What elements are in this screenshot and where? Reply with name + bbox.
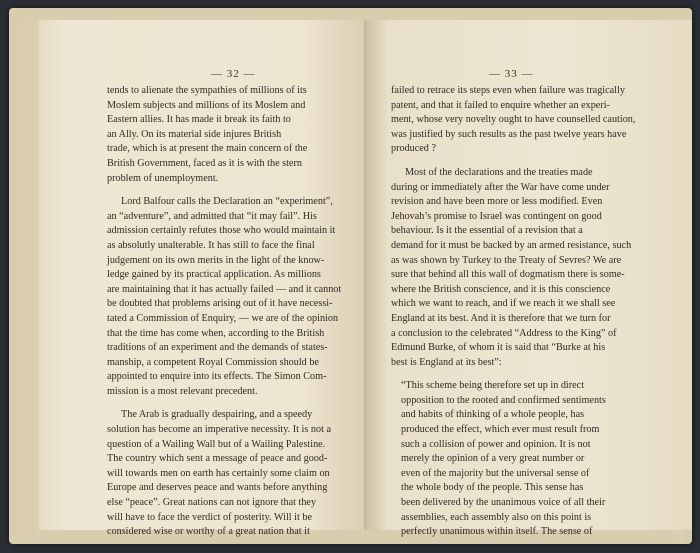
text-line: even of the majority but the universal sense of: [401, 467, 590, 479]
text-line: a conclusion to the celebrated “Address to the King” of: [391, 327, 617, 339]
text-line: that the time has come when, according to the British: [107, 327, 325, 339]
paragraph: [107, 408, 369, 539]
text-line: The country which sent a message of peace and good-: [107, 453, 328, 465]
text-line: which we want to reach, and if we reach it we shall see: [391, 298, 616, 310]
right-page: [369, 20, 692, 538]
text-line: question of a Wailing Wall but of a Wailing Palestine.: [107, 438, 326, 450]
text-line: traditions of an experiment and the demands of states-: [107, 342, 328, 354]
page-edges-left: [18, 22, 40, 544]
text-line: produced ?: [391, 143, 436, 155]
text-line: produced the effect, which ever must result from: [401, 424, 600, 436]
text-line: England at its best. And it is therefore that we turn for: [391, 312, 611, 324]
text-line: an Ally. On its material side injures British: [107, 128, 282, 140]
text-line: assemblies, each assembly also on this point is: [401, 511, 592, 523]
text-line: and habits of thinking of a whole people, has: [401, 409, 585, 421]
text-line: ment, whose very novelty ought to have counselled caution,: [391, 114, 636, 126]
text-line: tated a Commission of Enquiry, — we are of the opinion: [107, 312, 339, 324]
text-line: Edmund Burke, of whom it is said that “Burke at his: [391, 342, 606, 354]
paragraph: [107, 84, 369, 186]
text-line: been delivered by the unanimous voice of all their: [401, 497, 606, 509]
text-line: Jehovah’s promise to Israel was contingent on good: [391, 210, 602, 222]
paragraph: [391, 166, 651, 370]
text-line: tends to alienate the sympathies of millions of its: [107, 85, 307, 96]
text-line: “This scheme being therefore set up in direct: [401, 380, 585, 392]
text-line: such a collision of power and opinion. It is not: [401, 438, 591, 450]
text-line: be doubted that problems arising out of it have necessi-: [107, 298, 333, 310]
text-line: revision and have been more or less modified. Even: [391, 196, 603, 208]
page-number-33: — 33 —: [489, 68, 534, 80]
paragraph: [107, 195, 369, 399]
text-line: ledge gained by its practical application. As millions: [107, 269, 321, 281]
text-line: mission is a most relevant precedent.: [107, 385, 258, 397]
text-line: are maintaining that it has actually failed — and it cannot: [107, 283, 342, 295]
text-line: failed to retrace its steps even when failure was tragically: [391, 85, 625, 96]
text-line: Lord Balfour calls the Declaration an “experiment”,: [121, 196, 333, 208]
text-line: Eastern allies. It has made it break its faith to: [107, 114, 291, 126]
text-line: opposition to the rooted and confirmed sentiments: [401, 394, 606, 406]
text-line: as absolutly unalterable. It has still to face the final: [107, 239, 315, 251]
block-quote: [391, 379, 651, 540]
text-line: an “adventure”, and admitted that “it may fail”. His: [107, 210, 317, 222]
text-line: Europe and deserves peace and wants before anything: [107, 482, 328, 494]
text-line: the whole body of the people. This sense has: [401, 482, 584, 494]
text-line: demand for it must be backed by an armed resistance, such: [391, 239, 632, 251]
text-line: The Arab is gradually despairing, and a speedy: [121, 409, 313, 421]
text-line: solution has become an imperative necessity. It is not a: [107, 424, 331, 436]
text-line: trade, which is at present the main concern of the: [107, 143, 308, 155]
text-line: will have to face the verdict of posterity. Will it be: [107, 511, 312, 523]
text-line: merely the opinion of a very great number or: [401, 453, 585, 465]
text-line: Moslem subjects and millions of its Moslem and: [107, 99, 306, 111]
text-line: considered wise or worthy of a great nation that it: [107, 526, 310, 538]
text-line: was justified by such results as the past twelve years have: [391, 128, 627, 140]
text-line: as was shown by Turkey to the Treaty of Sevres? We are: [391, 254, 622, 266]
open-book: [9, 8, 692, 544]
text-line: patent, and that it failed to enquire whether an experi-: [391, 99, 610, 111]
text-line: where the British conscience, and it is this conscience: [391, 283, 611, 295]
text-line: else “peace”. Great nations can not ignore that they: [107, 497, 317, 509]
text-line: will towards men on earth has certainly some claim on: [107, 467, 330, 479]
text-line: perfectly unanimous within itself. The sense of: [401, 526, 593, 538]
paragraph: [391, 84, 651, 157]
text-line: best is England at its best”:: [391, 356, 502, 368]
left-page: [39, 20, 369, 538]
text-line: problem of unemployment.: [107, 172, 219, 184]
page-number-32: — 32 —: [211, 68, 256, 80]
text-line: judgement on its own merits in the light of the know-: [107, 254, 325, 266]
text-line: Most of the declarations and the treaties made: [405, 166, 593, 178]
text-line: behaviour. Is it the essential of a revision that a: [391, 225, 583, 237]
text-line: sure that behind all this wall of dogmatism there is some-: [391, 269, 625, 281]
text-line: admission certainly refutes those who would maintain it: [107, 225, 336, 237]
text-line: during or immediately after the War have come under: [391, 181, 610, 193]
text-line: manship, a competent Royal Commission should be: [107, 356, 319, 368]
text-line: British Government, faced as it is with the stern: [107, 157, 302, 169]
text-line: appointed to enquire into its effects. The Simon Com-: [107, 371, 327, 383]
left-page-text: [107, 84, 369, 540]
right-page-text: [391, 84, 651, 540]
